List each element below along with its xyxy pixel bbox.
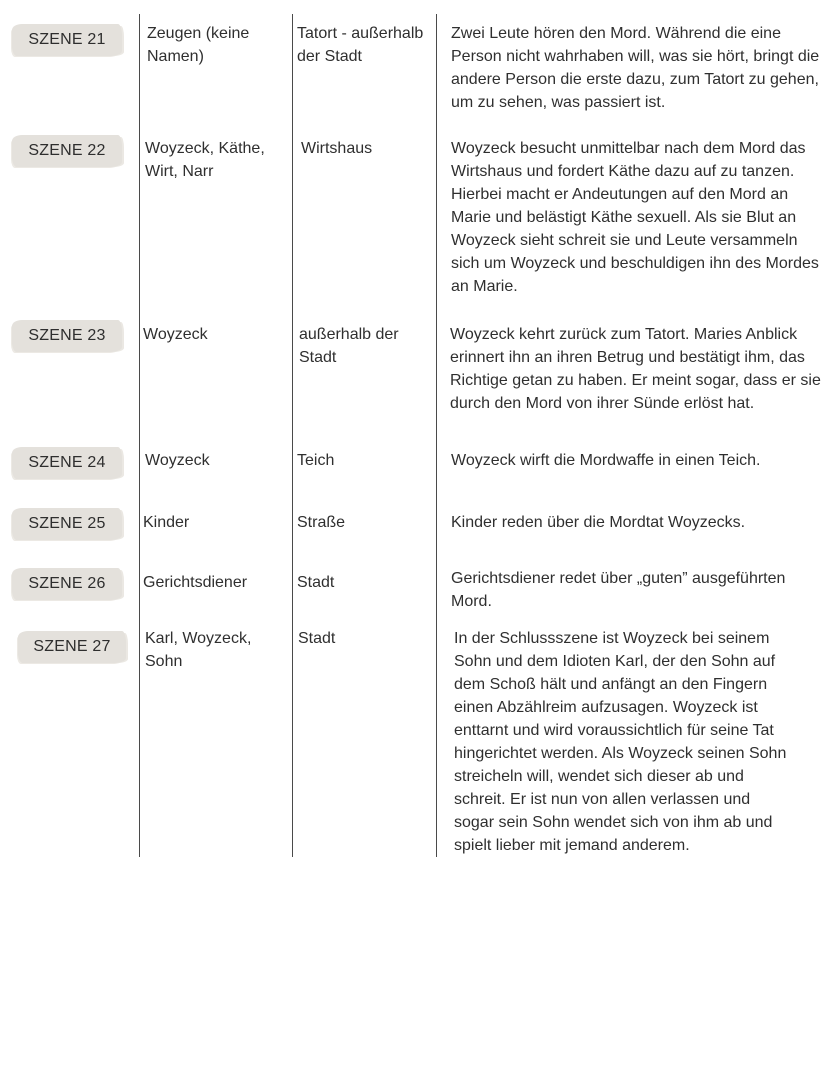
scene-persons: Gerichtsdiener [143,574,248,591]
scene-persons: Zeugen (keine Namen) [147,25,250,65]
scene-persons: Karl, Woyzeck, Sohn [145,630,252,670]
scene-place: Tatort - außerhalb der Stadt [297,25,424,65]
scene-place: Stadt [297,574,335,591]
scene-label-tag: SZENE 23 [12,320,122,352]
column-divider-2 [292,14,293,857]
scene-label-tag: SZENE 25 [12,508,122,540]
scene-description: Kinder reden über die Mordtat Woyzecks. [451,514,746,531]
scene-place: Wirtshaus [301,140,373,157]
scene-place: außerhalb der Stadt [299,326,399,366]
scene-label-tag: SZENE 21 [12,24,122,56]
scene-persons: Kinder [143,514,190,531]
scene-place: Teich [297,452,335,469]
scene-persons: Woyzeck [143,326,208,343]
scene-label-tag: SZENE 26 [12,568,122,600]
scene-description: Zwei Leute hören den Mord. Während die eine Person nicht wahrhaben will, was sie hört, bringt die andere Person die erste dazu, zum Tatort zu gehen, um zu sehen, was passiert ist. [451,25,820,111]
scene-place: Straße [297,514,346,531]
scene-description: Woyzeck wirft die Mordwaffe in einen Teich. [451,452,761,469]
scene-place: Stadt [298,630,336,647]
scene-description: Woyzeck besucht unmittelbar nach dem Mord das Wirtshaus und fordert Käthe dazu auf zu tanzen. Hierbei macht er Andeutungen auf den Mord an Marie und belästigt Käthe sexuell. Als sie Blut an Woyzeck sieht schreit sie und Leute versammeln sich um Woyzeck und beschuldigen ihn des Mordes an Marie. [451,140,819,295]
scene-persons: Woyzeck [145,452,210,469]
scene-label-tag: SZENE 22 [12,135,122,167]
scene-label-tag: SZENE 24 [12,447,122,479]
column-divider-1 [139,14,140,857]
scene-description: In der Schlussszene ist Woyzeck bei seinem Sohn und dem Idioten Karl, der den Sohn auf dem Schoß hält und anfängt an den Fingern einen Abzählreim aufzusagen. Woyzeck ist enttarnt und wird voraussichtlich für seine Tat hingerichtet werden. Als Woyzeck seinen Sohn streicheln will, wendet sich dieser ab und schreit. Er ist nun von allen verlassen und sogar sein Sohn wendet sich von ihm ab und spielt lieber mit jemand anderem. [454,630,787,854]
scene-description: Woyzeck kehrt zurück zum Tatort. Maries Anblick erinnert ihn an ihren Betrug und bestätigt ihm, das Richtige getan zu haben. Er meint sogar, dass er sie durch den Mord von ihrer Sünde erlöst hat. [450,326,821,412]
scene-description: Gerichtsdiener redet über „guten” ausgeführten Mord. [451,570,786,610]
scene-label-tag: SZENE 27 [18,631,126,663]
scene-persons: Woyzeck, Käthe, Wirt, Narr [145,140,265,180]
